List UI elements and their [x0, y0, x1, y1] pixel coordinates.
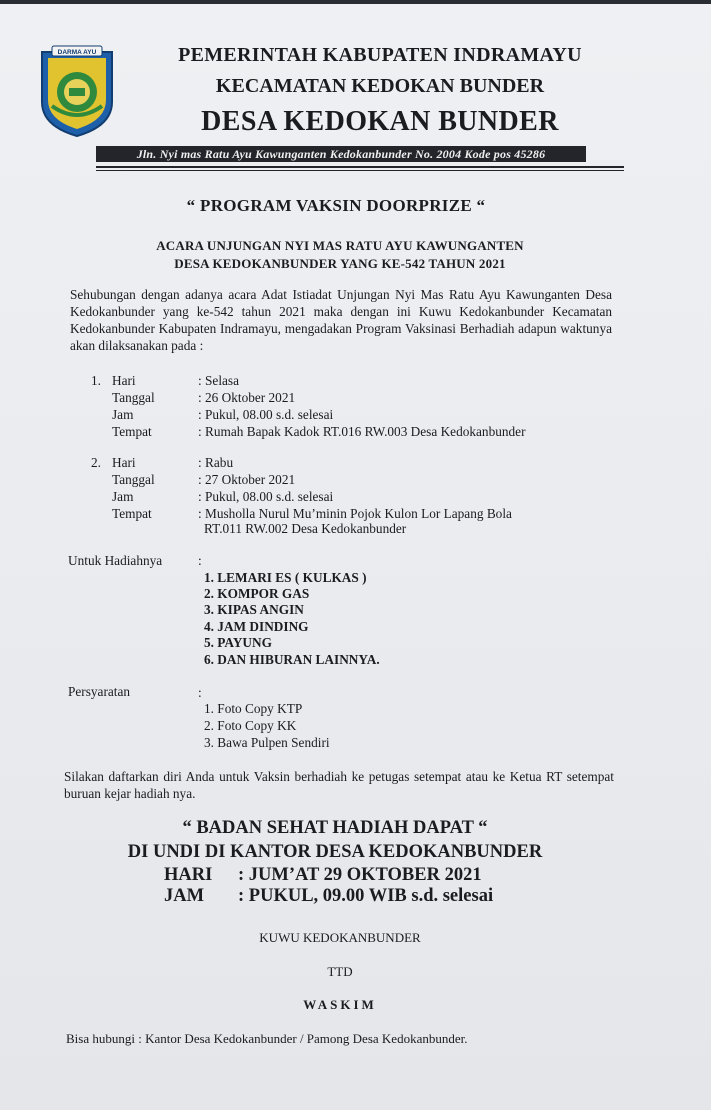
schedule-1-label-day: Hari [112, 373, 136, 388]
prize-item: 6. DAN HIBURAN LAINNYA. [204, 652, 380, 667]
signatory-office: KUWU KEDOKANBUNDER [259, 930, 421, 945]
schedule-2-label-day: Hari [112, 455, 136, 470]
schedule-1-date: : 26 Oktober 2021 [198, 390, 296, 405]
schedule-1-day: : Selasa [198, 373, 239, 388]
draw-time-value: : PUKUL, 09.00 WIB s.d. selesai [238, 886, 494, 906]
header-village: DESA KEDOKAN BUNDER [201, 106, 559, 137]
requirement-item: 2. Foto Copy KK [204, 718, 297, 733]
draw-day-label: HARI [164, 865, 213, 885]
schedule-1-number: 1. [91, 373, 101, 388]
schedule-1-time: : Pukul, 08.00 s.d. selesai [198, 407, 334, 422]
header-rule-thin [96, 170, 624, 171]
header-government: PEMERINTAH KABUPATEN INDRAMAYU [178, 44, 582, 66]
schedule-2-place-continued: RT.011 RW.002 Desa Kedokanbunder [204, 521, 407, 536]
draw-time-label: JAM [164, 886, 205, 906]
schedule-2-label-date: Tanggal [112, 472, 155, 487]
draw-day-value: : JUM’AT 29 OKTOBER 2021 [238, 865, 482, 885]
prize-item: 3. KIPAS ANGIN [204, 602, 304, 617]
top-border [0, 0, 711, 4]
schedule-2-label-time: Jam [112, 489, 134, 504]
schedule-2-time: : Pukul, 08.00 s.d. selesai [198, 489, 334, 504]
schedule-2-day: : Rabu [198, 455, 234, 470]
crest-ribbon-text: DARMA AYU [57, 49, 97, 56]
registration-notice: Silakan daftarkan diri Anda untuk Vaksin berhadiah ke petugas setempat atau ke Ketua RT setempat buruan kejar hadiah nya. [64, 769, 614, 801]
signature-mark: TTD [327, 964, 353, 979]
schedule-1-place: : Rumah Bapak Kadok RT.016 RW.003 Desa Kedokanbunder [198, 424, 526, 439]
document-title: “ PROGRAM VAKSIN DOORPRIZE “ [186, 196, 486, 215]
prize-item: 4. JAM DINDING [204, 619, 309, 634]
header-district: KECAMATAN KEDOKAN BUNDER [215, 75, 545, 97]
prizes-label: Untuk Hadiahnya [68, 553, 163, 568]
prizes-colon: : [198, 553, 202, 568]
requirements-colon: : [198, 685, 202, 700]
intro-paragraph: Sehubungan dengan adanya acara Adat Istiadat Unjungan Nyi Mas Ratu Ayu Kawunganten Desa Kedokanbunder yang ke-542 tahun 2021 maka dengan ini Kuwu Kedokanbunder Kecamatan Kedokanbunder Kabupaten Indramayu, mengadakan Program Vaksinasi Berhadiah adapun waktunya akan dilaksanakan pada : [70, 287, 612, 353]
contact-line: Bisa hubungi : Kantor Desa Kedokanbunder / Pamong Desa Kedokanbunder. [66, 1031, 468, 1046]
requirements-label: Persyaratan [68, 684, 131, 699]
signatory-name: WASKIM [303, 997, 377, 1012]
draw-slogan: “ BADAN SEHAT HADIAH DAPAT “ [182, 818, 488, 838]
schedule-2-label-place: Tempat [112, 506, 152, 521]
requirement-item: 3. Bawa Pulpen Sendiri [204, 735, 330, 750]
prize-item: 2. KOMPOR GAS [204, 586, 310, 601]
requirement-item: 1. Foto Copy KTP [204, 701, 303, 716]
schedule-1-label-place: Tempat [112, 424, 152, 439]
schedule-2-place: : Musholla Nurul Mu’minin Pojok Kulon Lor Lapang Bola [198, 506, 512, 521]
schedule-1-label-date: Tanggal [112, 390, 155, 405]
draw-location: DI UNDI DI KANTOR DESA KEDOKANBUNDER [127, 842, 543, 862]
header-address: Jln. Nyi mas Ratu Ayu Kawunganten Kedokanbunder No. 2004 Kode pos 45286 [96, 146, 586, 162]
schedule-1-label-time: Jam [112, 407, 134, 422]
regency-crest-icon [38, 44, 116, 138]
prize-item: 1. LEMARI ES ( KULKAS ) [204, 570, 367, 585]
schedule-2-date: : 27 Oktober 2021 [198, 472, 296, 487]
subtitle-line-2: DESA KEDOKANBUNDER YANG KE-542 TAHUN 2021 [174, 256, 506, 271]
prize-item: 5. PAYUNG [204, 635, 272, 650]
schedule-2-number: 2. [91, 455, 101, 470]
subtitle-line-1: ACARA UNJUNGAN NYI MAS RATU AYU KAWUNGANTEN [156, 238, 524, 253]
header-rule-thick [96, 166, 624, 168]
